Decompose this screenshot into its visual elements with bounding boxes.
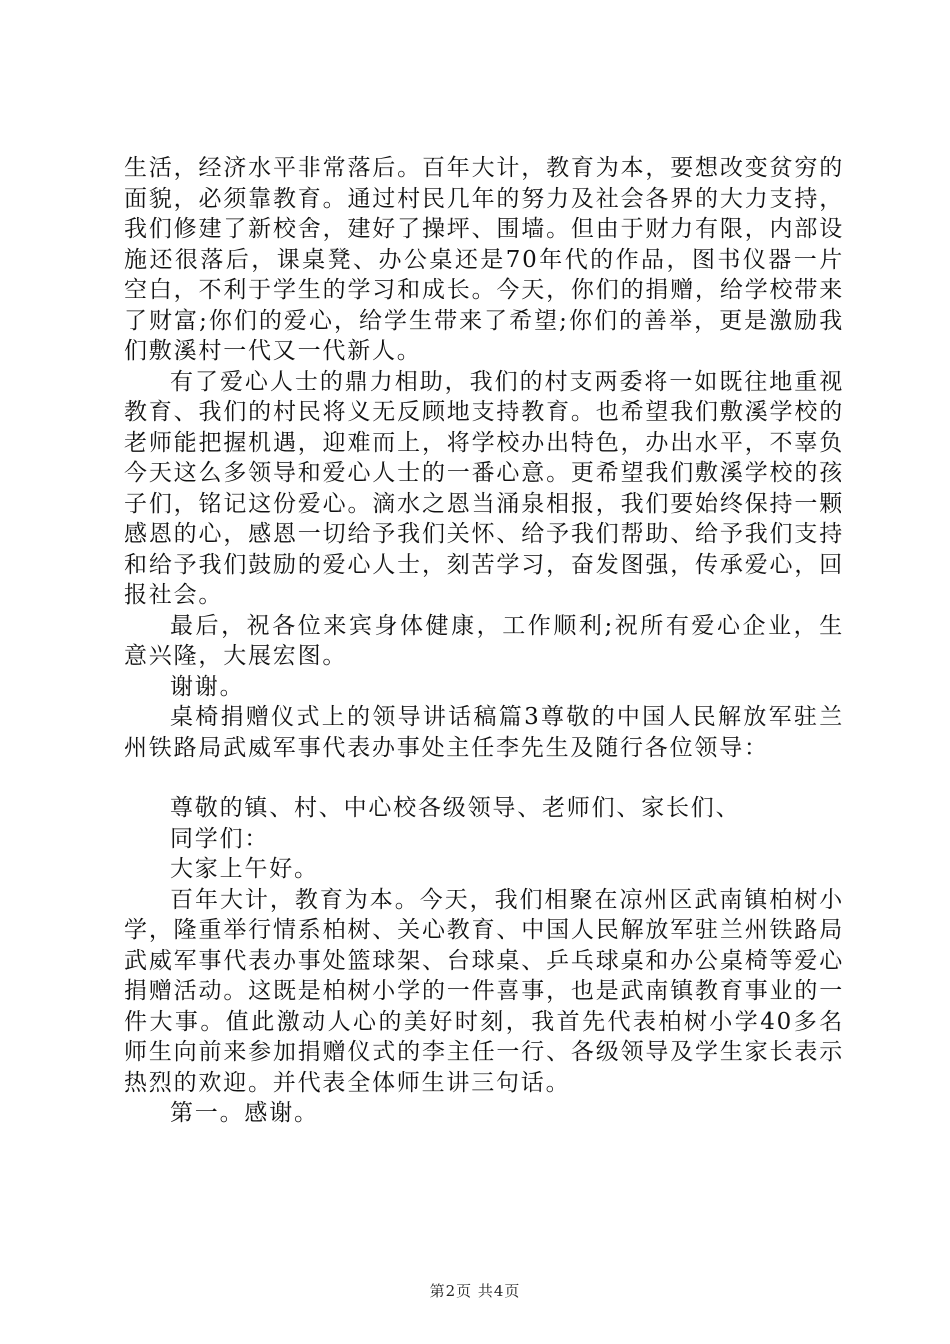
paragraph-main-speech: 百年大计，教育为本。今天，我们相聚在凉州区武南镇柏树小学，隆重举行情系柏树、关心教育、中国人民解放军驻兰州铁路局武威军事代表办事处篮球架、台球桌、乒乓球桌和办公桌椅等爱心捐赠活动。这既是柏树小学的一件喜事，也是武南镇教育事业的一件大事。值此激动人心的美好时刻，我首先代表柏树小学40多名师生向前来参加捐赠仪式的李主任一行、各级领导及学生家长表示热烈的欢迎。并代表全体师生讲三句话。	[124, 886, 844, 1096]
paragraph-greeting-students: 同学们：	[170, 825, 270, 852]
paragraph-good-morning: 大家上午好。	[170, 856, 319, 882]
document-body	[124, 153, 844, 1129]
paragraph-closing-wishes: 最后，祝各位来宾身体健康，工作顺利;祝所有爱心企业，生意兴隆，大展宏图。	[124, 612, 844, 669]
paragraph-thanks: 谢谢。	[170, 673, 245, 700]
paragraph-continuation: 生活，经济水平非常落后。百年大计，教育为本，要想改变贫穷的面貌，必须靠教育。通过村民几年的努力及社会各界的大力支持，我们修建了新校舍，建好了操坪、围墙。但由于财力有限，内部设施还很落后，课桌凳、办公桌还是70年代的作品，图书仪器一片空白，不利于学生的学习和成长。今天，你们的捐赠，给学校带来了财富;你们的爱心，给学生带来了希望;你们的善举，更是激励我们敷溪村一代又一代新人。	[124, 155, 844, 364]
paragraph-section-heading: 桌椅捐赠仪式上的领导讲话稿篇3尊敬的中国人民解放军驻兰州铁路局武威军事代表办事处主任李先生及随行各位领导：	[124, 704, 844, 761]
paragraph-first-point: 第一。感谢。	[170, 1100, 319, 1126]
paragraph-greeting-leaders: 尊敬的镇、村、中心校各级领导、老师们、家长们、	[170, 795, 741, 821]
page-number-footer: 第2页 共4页	[429, 1282, 521, 1300]
paragraph-support: 有了爱心人士的鼎力相助，我们的村支两委将一如既往地重视教育、我们的村民将义无反顾地支持教育。也希望我们敷溪学校的老师能把握机遇，迎难而上，将学校办出特色，办出水平，不辜负今天这么多领导和爱心人士的一番心意。更希望我们敷溪学校的孩子们，铭记这份爱心。滴水之恩当涌泉相报，我们要始终保持一颗感恩的心，感恩一切给予我们关怀、给予我们帮助、给予我们支持和给予我们鼓励的爱心人士，刻苦学习，奋发图强，传承爱心，回报社会。	[124, 368, 844, 608]
